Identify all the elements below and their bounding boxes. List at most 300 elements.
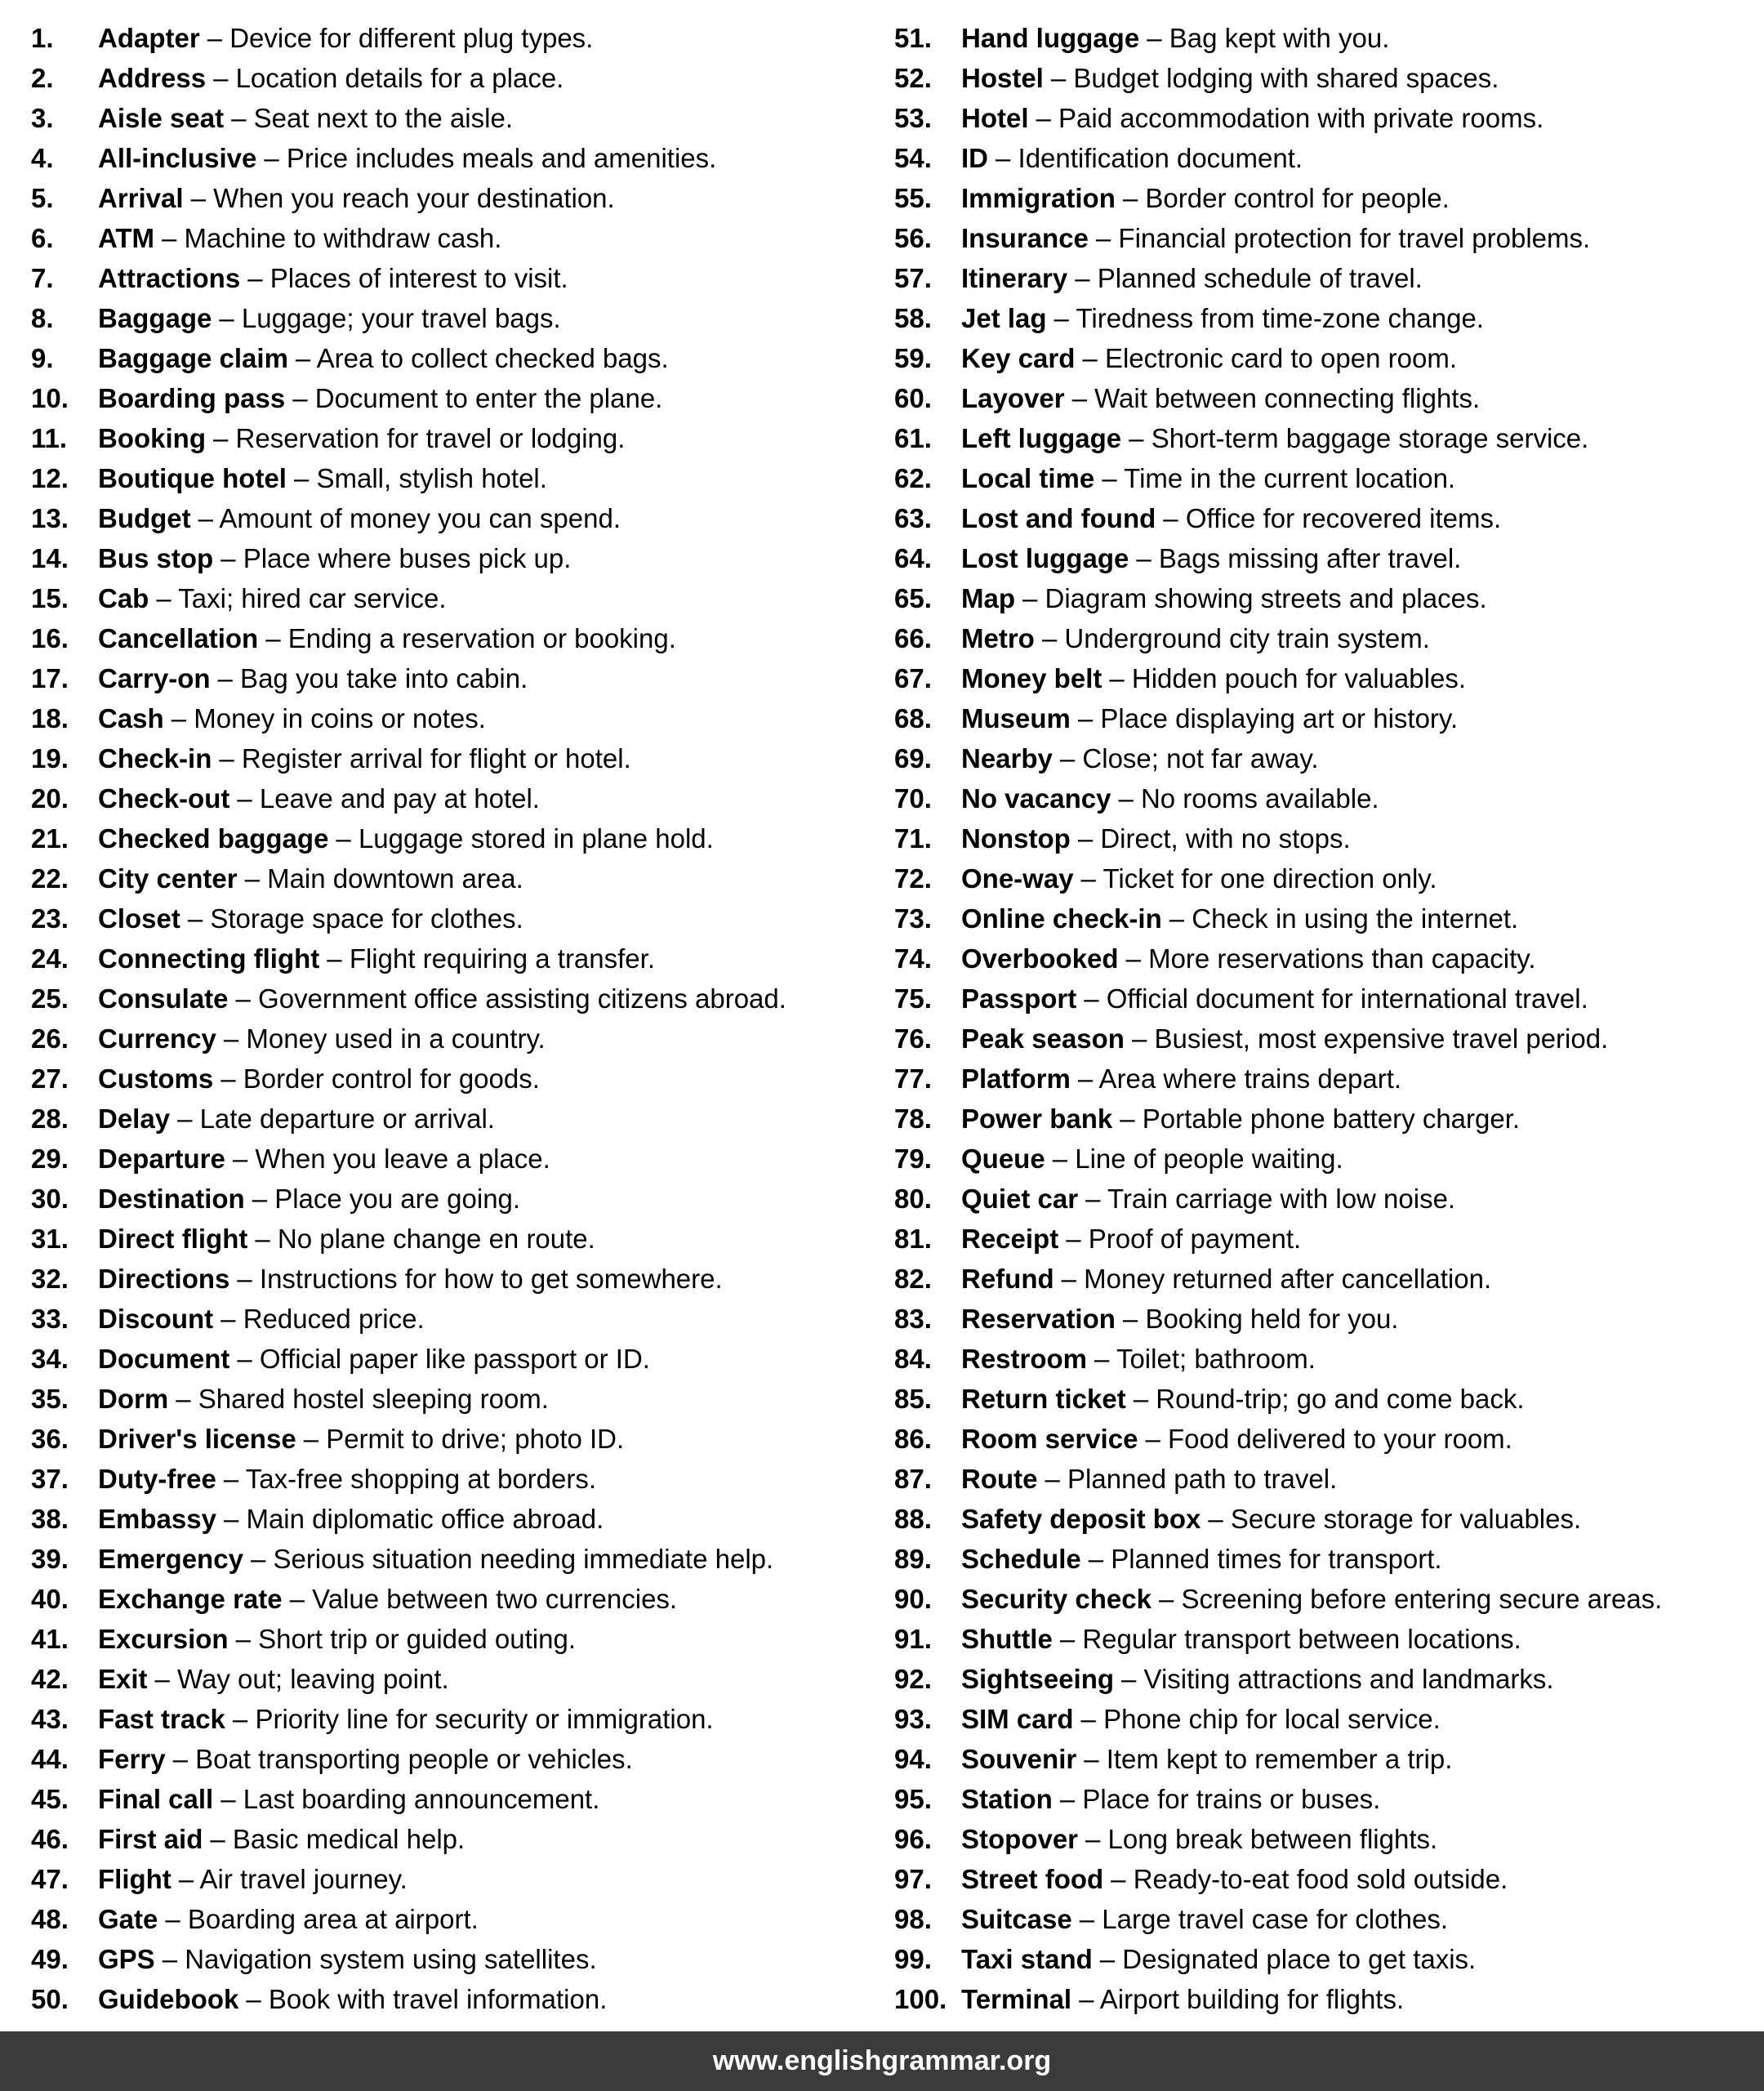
item-number: 91. xyxy=(894,1624,932,1654)
list-item xyxy=(894,1419,1764,1459)
item-definition: – Shared hostel sleeping room. xyxy=(176,1384,549,1414)
list-item xyxy=(894,1539,1764,1579)
item-number: 61. xyxy=(894,423,932,453)
item-term: Souvenir xyxy=(961,1744,1077,1774)
item-definition: – Close; not far away. xyxy=(1059,743,1319,774)
item-number: 41. xyxy=(31,1624,69,1654)
list-item xyxy=(894,1739,1764,1779)
item-definition: – Planned path to travel. xyxy=(1045,1464,1338,1494)
item-term: Quiet car xyxy=(961,1184,1079,1214)
item-term: Driver's license xyxy=(98,1424,296,1454)
item-number: 50. xyxy=(31,1984,69,2014)
item-number: 63. xyxy=(894,503,932,533)
item-term: Restroom xyxy=(961,1344,1088,1374)
item-definition: – Main diplomatic office abroad. xyxy=(223,1504,604,1534)
item-definition: – Phone chip for local service. xyxy=(1080,1704,1441,1734)
list-item xyxy=(31,1259,882,1299)
list-item xyxy=(31,738,882,778)
item-definition: – Planned schedule of travel. xyxy=(1075,263,1423,293)
list-item xyxy=(31,858,882,898)
item-term: Reservation xyxy=(961,1304,1116,1334)
item-definition: – Bag kept with you. xyxy=(1147,23,1390,53)
item-definition: – No rooms available. xyxy=(1118,783,1379,814)
item-number: 25. xyxy=(31,983,69,1014)
list-item xyxy=(894,1859,1764,1899)
item-definition: – Navigation system using satellites. xyxy=(162,1944,597,1974)
item-number: 24. xyxy=(31,943,69,974)
item-number: 10. xyxy=(31,383,69,413)
list-item xyxy=(31,458,882,498)
vocab-column-right xyxy=(882,18,1764,2031)
item-term: Baggage xyxy=(98,303,212,333)
item-number: 74. xyxy=(894,943,932,974)
list-item xyxy=(31,1539,882,1579)
item-term: ATM xyxy=(98,223,155,253)
item-number: 38. xyxy=(31,1504,69,1534)
item-term: Boutique hotel xyxy=(98,463,287,493)
item-definition: – Machine to withdraw cash. xyxy=(162,223,502,253)
vocab-column-left xyxy=(0,18,882,2031)
item-number: 48. xyxy=(31,1904,69,1934)
item-number: 100. xyxy=(894,1984,947,2014)
footer-bar xyxy=(0,2031,1764,2091)
item-definition: – Area to collect checked bags. xyxy=(295,343,669,373)
item-definition: – Reservation for travel or lodging. xyxy=(212,423,626,453)
item-definition: – Hidden pouch for valuables. xyxy=(1109,663,1466,693)
list-item xyxy=(894,1459,1764,1499)
list-item xyxy=(31,1379,882,1419)
list-item xyxy=(894,979,1764,1019)
list-item xyxy=(894,1659,1764,1699)
item-term: Money belt xyxy=(961,663,1102,693)
item-number: 21. xyxy=(31,823,69,854)
item-definition: – Wait between connecting flights. xyxy=(1071,383,1481,413)
list-item xyxy=(31,1419,882,1459)
list-item xyxy=(894,1259,1764,1299)
item-number: 3. xyxy=(31,103,54,133)
item-number: 92. xyxy=(894,1664,932,1694)
item-term: Taxi stand xyxy=(961,1944,1093,1974)
item-definition: – Bag you take into cabin. xyxy=(217,663,528,693)
item-definition: – Last boarding announcement. xyxy=(220,1784,600,1814)
item-number: 42. xyxy=(31,1664,69,1694)
item-definition: – Toilet; bathroom. xyxy=(1094,1344,1316,1374)
item-term: Closet xyxy=(98,903,180,934)
item-number: 22. xyxy=(31,863,69,894)
list-item xyxy=(894,1819,1764,1859)
item-term: Immigration xyxy=(961,183,1116,213)
item-definition: – Underground city train system. xyxy=(1041,623,1430,653)
item-term: Lost and found xyxy=(961,503,1156,533)
item-definition: – Instructions for how to get somewhere. xyxy=(237,1264,723,1294)
list-item xyxy=(31,578,882,618)
list-item xyxy=(894,1499,1764,1539)
item-number: 84. xyxy=(894,1344,932,1374)
list-item xyxy=(31,1899,882,1939)
item-definition: – Value between two currencies. xyxy=(289,1584,678,1614)
item-definition: – Ending a reservation or booking. xyxy=(265,623,676,653)
item-number: 62. xyxy=(894,463,932,493)
item-definition: – Late departure or arrival. xyxy=(177,1103,495,1134)
item-number: 45. xyxy=(31,1784,69,1814)
item-definition: – Office for recovered items. xyxy=(1163,503,1502,533)
item-number: 15. xyxy=(31,583,69,613)
item-definition: – Official document for international travel. xyxy=(1084,983,1588,1014)
item-number: 40. xyxy=(31,1584,69,1614)
item-term: Power bank xyxy=(961,1103,1113,1134)
item-definition: – Taxi; hired car service. xyxy=(156,583,447,613)
item-definition: – When you leave a place. xyxy=(232,1144,550,1174)
item-number: 64. xyxy=(894,543,932,573)
item-definition: – Portable phone battery charger. xyxy=(1120,1103,1521,1134)
item-term: Schedule xyxy=(961,1544,1081,1574)
item-definition: – Money returned after cancellation. xyxy=(1061,1264,1492,1294)
item-number: 78. xyxy=(894,1103,932,1134)
list-item xyxy=(894,98,1764,138)
item-term: SIM card xyxy=(961,1704,1074,1734)
item-number: 4. xyxy=(31,143,54,173)
item-number: 57. xyxy=(894,263,932,293)
item-number: 95. xyxy=(894,1784,932,1814)
item-term: Baggage claim xyxy=(98,343,288,373)
item-term: Overbooked xyxy=(961,943,1119,974)
list-item xyxy=(31,698,882,738)
item-number: 82. xyxy=(894,1264,932,1294)
item-term: Security check xyxy=(961,1584,1152,1614)
item-number: 97. xyxy=(894,1864,932,1894)
list-item xyxy=(31,298,882,338)
item-definition: – Regular transport between locations. xyxy=(1059,1624,1521,1654)
item-term: Dorm xyxy=(98,1384,169,1414)
item-term: ID xyxy=(961,143,988,173)
list-item xyxy=(894,538,1764,578)
item-number: 44. xyxy=(31,1744,69,1774)
list-item xyxy=(31,1499,882,1539)
item-term: No vacancy xyxy=(961,783,1111,814)
item-term: Check-in xyxy=(98,743,212,774)
item-term: Guidebook xyxy=(98,1984,239,2014)
item-term: Cancellation xyxy=(98,623,259,653)
item-term: Gate xyxy=(98,1904,158,1934)
list-item xyxy=(894,1179,1764,1219)
list-item xyxy=(31,1579,882,1619)
item-definition: – Tax-free shopping at borders. xyxy=(223,1464,597,1494)
list-item xyxy=(31,1819,882,1859)
list-item xyxy=(31,138,882,178)
item-number: 26. xyxy=(31,1023,69,1054)
item-term: Queue xyxy=(961,1144,1045,1174)
list-item xyxy=(894,218,1764,258)
item-term: Discount xyxy=(98,1304,214,1334)
item-number: 32. xyxy=(31,1264,69,1294)
list-item xyxy=(894,58,1764,98)
item-definition: – Long break between flights. xyxy=(1085,1824,1438,1854)
item-term: Hostel xyxy=(961,63,1044,93)
item-number: 29. xyxy=(31,1144,69,1174)
item-term: Suitcase xyxy=(961,1904,1072,1934)
item-number: 7. xyxy=(31,263,54,293)
item-definition: – Busiest, most expensive travel period. xyxy=(1131,1023,1609,1054)
item-number: 30. xyxy=(31,1184,69,1214)
item-term: Cash xyxy=(98,703,164,733)
list-item xyxy=(31,658,882,698)
list-item xyxy=(894,1219,1764,1259)
item-number: 66. xyxy=(894,623,932,653)
list-item xyxy=(894,618,1764,658)
item-definition: – Line of people waiting. xyxy=(1052,1144,1343,1174)
list-item xyxy=(894,1019,1764,1059)
list-item xyxy=(894,418,1764,458)
item-term: Receipt xyxy=(961,1224,1059,1254)
item-number: 88. xyxy=(894,1504,932,1534)
item-term: All-inclusive xyxy=(98,143,257,173)
item-term: Address xyxy=(98,63,207,93)
item-definition: – Ready-to-eat food sold outside. xyxy=(1111,1864,1508,1894)
item-term: Local time xyxy=(961,463,1095,493)
item-number: 71. xyxy=(894,823,932,854)
item-definition: – Border control for people. xyxy=(1122,183,1450,213)
item-definition: – Boarding area at airport. xyxy=(165,1904,479,1934)
item-definition: – Large travel case for clothes. xyxy=(1079,1904,1448,1934)
item-definition: – Place where buses pick up. xyxy=(220,543,572,573)
item-definition: – Booking held for you. xyxy=(1122,1304,1399,1334)
item-definition: – Basic medical help. xyxy=(210,1824,466,1854)
list-item xyxy=(894,1939,1764,1979)
item-number: 80. xyxy=(894,1184,932,1214)
item-term: Nearby xyxy=(961,743,1053,774)
item-definition: – Air travel journey. xyxy=(178,1864,408,1894)
item-term: Itinerary xyxy=(961,263,1068,293)
item-definition: – Amount of money you can spend. xyxy=(198,503,621,533)
item-term: Hotel xyxy=(961,103,1029,133)
item-number: 34. xyxy=(31,1344,69,1374)
item-definition: – Register arrival for flight or hotel. xyxy=(219,743,631,774)
list-item xyxy=(31,1619,882,1659)
item-term: Document xyxy=(98,1344,230,1374)
item-definition: – Luggage; your travel bags. xyxy=(219,303,561,333)
item-number: 72. xyxy=(894,863,932,894)
item-definition: – Seat next to the aisle. xyxy=(231,103,513,133)
item-number: 19. xyxy=(31,743,69,774)
item-definition: – Luggage stored in plane hold. xyxy=(336,823,714,854)
item-number: 9. xyxy=(31,343,54,373)
item-number: 35. xyxy=(31,1384,69,1414)
item-number: 13. xyxy=(31,503,69,533)
item-term: Currency xyxy=(98,1023,216,1054)
item-number: 17. xyxy=(31,663,69,693)
item-term: Left luggage xyxy=(961,423,1122,453)
list-item xyxy=(894,338,1764,378)
item-definition: – Visiting attractions and landmarks. xyxy=(1121,1664,1554,1694)
list-item xyxy=(31,1219,882,1259)
item-term: Boarding pass xyxy=(98,383,286,413)
list-item xyxy=(894,898,1764,938)
list-item xyxy=(894,698,1764,738)
list-item xyxy=(31,618,882,658)
item-term: Direct flight xyxy=(98,1224,248,1254)
list-item xyxy=(894,178,1764,218)
item-number: 54. xyxy=(894,143,932,173)
list-item xyxy=(31,1659,882,1699)
item-number: 93. xyxy=(894,1704,932,1734)
item-number: 67. xyxy=(894,663,932,693)
item-number: 77. xyxy=(894,1063,932,1094)
item-definition: – Place you are going. xyxy=(252,1184,521,1214)
item-number: 6. xyxy=(31,223,54,253)
item-definition: – Secure storage for valuables. xyxy=(1208,1504,1582,1534)
list-item xyxy=(31,1459,882,1499)
item-number: 36. xyxy=(31,1424,69,1454)
item-definition: – Round-trip; go and come back. xyxy=(1133,1384,1525,1414)
list-item xyxy=(894,138,1764,178)
item-definition: – Boat transporting people or vehicles. xyxy=(172,1744,633,1774)
item-number: 53. xyxy=(894,103,932,133)
item-number: 59. xyxy=(894,343,932,373)
list-item xyxy=(894,738,1764,778)
item-term: Directions xyxy=(98,1264,230,1294)
item-number: 2. xyxy=(31,63,54,93)
item-definition: – Short-term baggage storage service. xyxy=(1129,423,1589,453)
list-item xyxy=(894,1979,1764,2019)
list-item xyxy=(894,818,1764,858)
item-term: Final call xyxy=(98,1784,214,1814)
list-item xyxy=(31,1859,882,1899)
item-term: Metro xyxy=(961,623,1035,653)
item-definition: – Government office assisting citizens abroad. xyxy=(235,983,786,1014)
item-number: 79. xyxy=(894,1144,932,1174)
item-number: 73. xyxy=(894,903,932,934)
item-term: Embassy xyxy=(98,1504,216,1534)
item-term: Map xyxy=(961,583,1015,613)
item-term: Hand luggage xyxy=(961,23,1140,53)
list-item xyxy=(31,538,882,578)
item-number: 28. xyxy=(31,1103,69,1134)
list-item xyxy=(31,778,882,818)
list-item xyxy=(894,858,1764,898)
item-definition: – Check in using the internet. xyxy=(1169,903,1519,934)
item-term: Check-out xyxy=(98,783,230,814)
item-term: Shuttle xyxy=(961,1624,1053,1654)
item-term: One-way xyxy=(961,863,1074,894)
item-definition: – Diagram showing streets and places. xyxy=(1022,583,1487,613)
item-number: 27. xyxy=(31,1063,69,1094)
item-term: Excursion xyxy=(98,1624,229,1654)
item-definition: – Book with travel information. xyxy=(246,1984,608,2014)
item-definition: – Border control for goods. xyxy=(220,1063,540,1094)
item-term: Exit xyxy=(98,1664,148,1694)
item-number: 58. xyxy=(894,303,932,333)
list-item xyxy=(894,1899,1764,1939)
item-number: 8. xyxy=(31,303,54,333)
item-definition: – No plane change en route. xyxy=(255,1224,595,1254)
item-term: Flight xyxy=(98,1864,172,1894)
item-number: 90. xyxy=(894,1584,932,1614)
list-item xyxy=(31,58,882,98)
item-number: 43. xyxy=(31,1704,69,1734)
list-item xyxy=(894,1379,1764,1419)
list-item xyxy=(894,1099,1764,1139)
item-number: 85. xyxy=(894,1384,932,1414)
list-item xyxy=(31,418,882,458)
item-definition: – Item kept to remember a trip. xyxy=(1084,1744,1453,1774)
item-term: Route xyxy=(961,1464,1038,1494)
item-term: Jet lag xyxy=(961,303,1047,333)
item-number: 52. xyxy=(894,63,932,93)
list-item xyxy=(31,378,882,418)
item-number: 49. xyxy=(31,1944,69,1974)
item-definition: – Budget lodging with shared spaces. xyxy=(1050,63,1499,93)
item-definition: – Electronic card to open room. xyxy=(1082,343,1457,373)
item-number: 46. xyxy=(31,1824,69,1854)
item-definition: – Money in coins or notes. xyxy=(171,703,486,733)
item-term: Emergency xyxy=(98,1544,243,1574)
item-term: Passport xyxy=(961,983,1077,1014)
item-term: Checked baggage xyxy=(98,823,329,854)
item-number: 68. xyxy=(894,703,932,733)
item-number: 87. xyxy=(894,1464,932,1494)
item-definition: – Place for trains or buses. xyxy=(1059,1784,1381,1814)
item-definition: – Reduced price. xyxy=(220,1304,425,1334)
item-term: Consulate xyxy=(98,983,229,1014)
item-definition: – Places of interest to visit. xyxy=(247,263,568,293)
list-item xyxy=(31,818,882,858)
item-term: Station xyxy=(961,1784,1053,1814)
item-definition: – Food delivered to your room. xyxy=(1145,1424,1512,1454)
item-term: Departure xyxy=(98,1144,225,1174)
item-term: Budget xyxy=(98,503,191,533)
list-item xyxy=(31,338,882,378)
item-definition: – Paid accommodation with private rooms. xyxy=(1036,103,1544,133)
list-item xyxy=(31,178,882,218)
list-item xyxy=(31,1339,882,1379)
item-definition: – Leave and pay at hotel. xyxy=(237,783,540,814)
item-definition: – Price includes meals and amenities. xyxy=(264,143,717,173)
item-term: Delay xyxy=(98,1103,171,1134)
item-number: 51. xyxy=(894,23,932,53)
item-term: Sightseeing xyxy=(961,1664,1115,1694)
item-number: 47. xyxy=(31,1864,69,1894)
item-term: GPS xyxy=(98,1944,155,1974)
item-number: 65. xyxy=(894,583,932,613)
item-definition: – Document to enter the plane. xyxy=(292,383,663,413)
list-item xyxy=(894,1699,1764,1739)
list-item xyxy=(31,1779,882,1819)
item-definition: – Financial protection for travel problems. xyxy=(1095,223,1591,253)
item-definition: – Bags missing after travel. xyxy=(1136,543,1462,573)
item-term: Fast track xyxy=(98,1704,225,1734)
list-item xyxy=(31,1019,882,1059)
item-term: Street food xyxy=(961,1864,1104,1894)
item-number: 56. xyxy=(894,223,932,253)
item-definition: – Device for different plug types. xyxy=(207,23,594,53)
list-item xyxy=(31,1939,882,1979)
item-number: 14. xyxy=(31,543,69,573)
item-definition: – Short trip or guided outing. xyxy=(235,1624,576,1654)
list-item xyxy=(31,979,882,1019)
item-term: Customs xyxy=(98,1063,214,1094)
list-item xyxy=(31,1179,882,1219)
list-item xyxy=(894,1139,1764,1179)
item-number: 5. xyxy=(31,183,54,213)
item-term: Online check-in xyxy=(961,903,1162,934)
item-term: Ferry xyxy=(98,1744,166,1774)
item-definition: – Tiredness from time-zone change. xyxy=(1054,303,1484,333)
item-number: 1. xyxy=(31,23,54,53)
list-item xyxy=(31,218,882,258)
item-definition: – Airport building for flights. xyxy=(1079,1984,1405,2014)
item-number: 23. xyxy=(31,903,69,934)
list-item xyxy=(894,1579,1764,1619)
